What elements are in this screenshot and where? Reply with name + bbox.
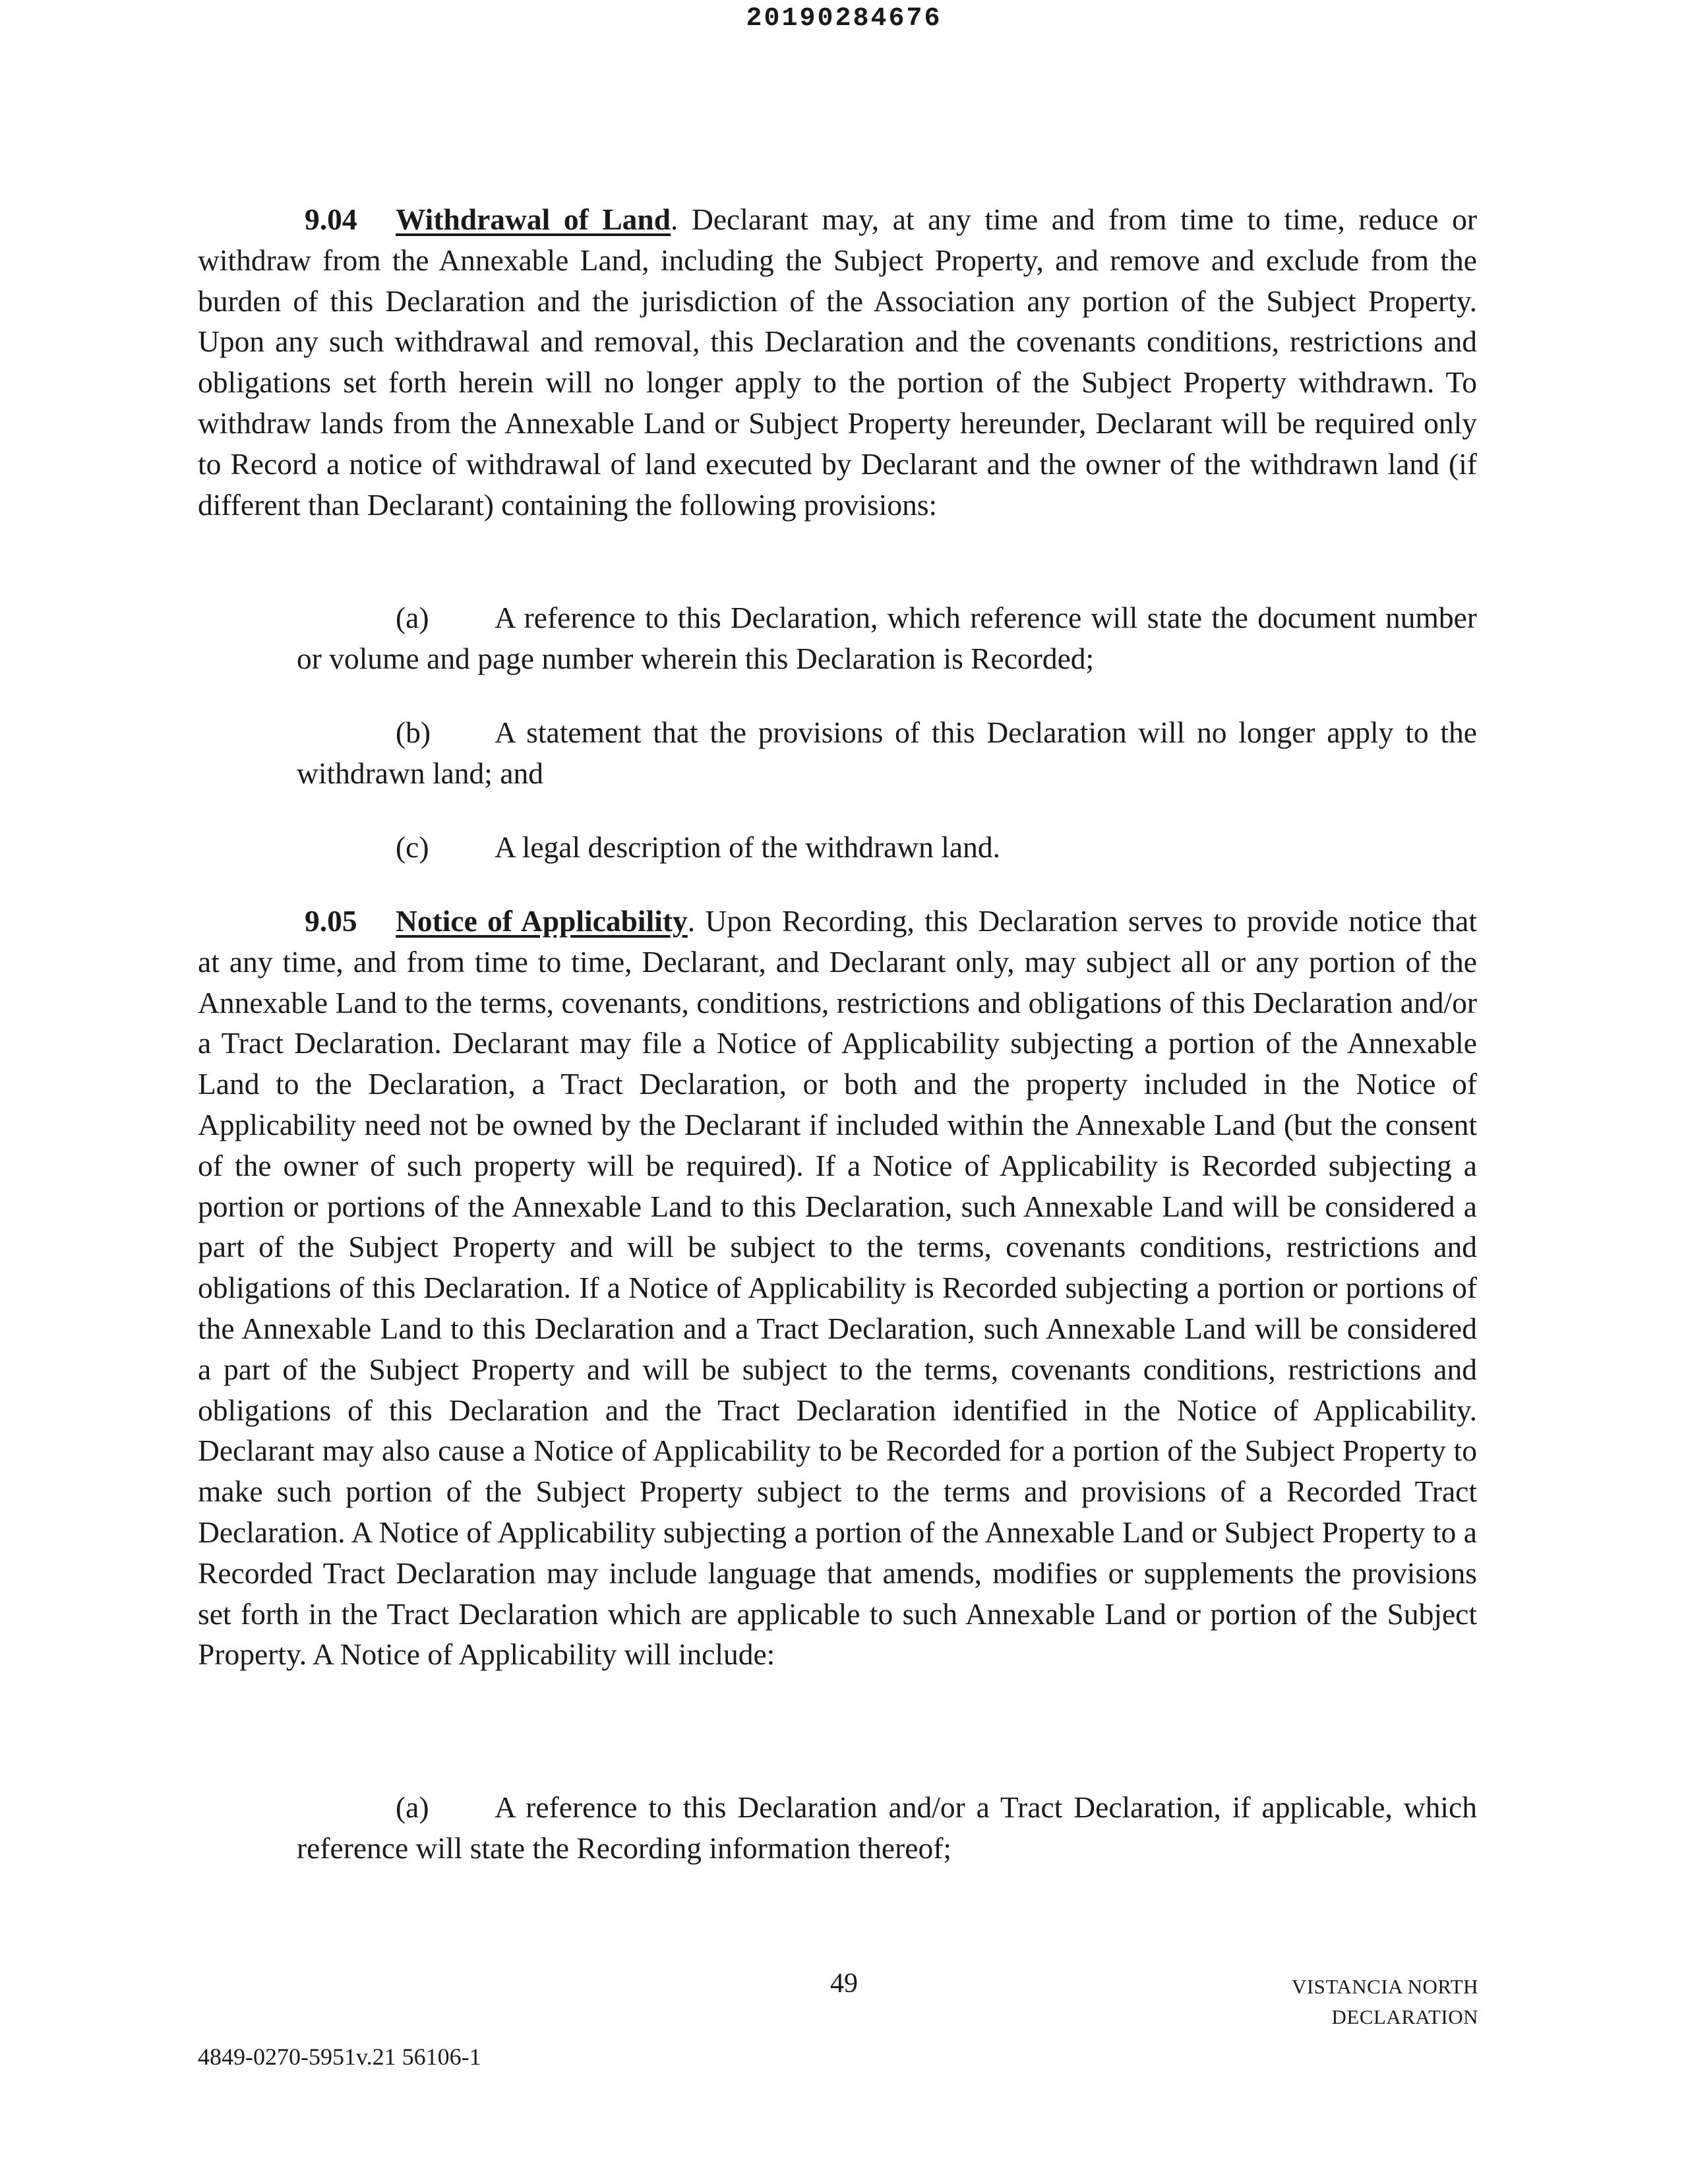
section-number: 9.04	[305, 202, 357, 236]
item-text: A reference to this Declaration and/or a Tract Declaration, if applicable, which reference will state the Recording information thereof;	[297, 1790, 1477, 1865]
section-body: . Upon Recording, this Declaration serves to provide notice that at any time, and from time to time, Declarant, and Declarant only, may subject all or any portion of the Annexable Land to the terms, covenants, conditions, restrictions and obligations of this Declaration and/or a Tract Declaration. Declarant may file a Notice of Applicability subjecting a portion of the Annexable Land to the Declaration, a Tract Declaration, or both and the property included in the Notice of Applicability need not be owned by the Declarant if included within the Annexable Land (but the consent of the owner of such property will be required). If a Notice of Applicability is Recorded subjecting a portion or portions of the Annexable Land to this Declaration, such Annexable Land will be considered a part of the Subject Property and will be subject to the terms, covenants conditions, restrictions and obligations of this Declaration. If a Notice of Applicability is Recorded subjecting a portion or portions of the Annexable Land to this Declaration and a Tract Declaration, such Annexable Land will be considered a part of the Subject Property and will be subject to the terms, covenants conditions, restrictions and obligations of this Declaration and the Tract Declaration identified in the Notice of Applicability. Declarant may also cause a Notice of Applicability to be Recorded for a portion of the Subject Property to make such portion of the Subject Property subject to the terms and provisions of a Recorded Tract Declaration. A Notice of Applicability subjecting a portion of the Annexable Land or Subject Property to a Recorded Tract Declaration may include language that amends, modifies or supplements the provisions set forth in the Tract Declaration which are applicable to such Annexable Land or portion of the Subject Property. A Notice of Applicability will include:	[198, 904, 1477, 1672]
footer-document-id: 4849-0270-5951v.21 56106-1	[198, 2044, 481, 2070]
item-text: A statement that the provisions of this Declaration will no longer apply to the withdrawn land; and	[297, 715, 1477, 790]
section-title: Notice of Applicability	[396, 904, 688, 938]
footer-title-line: DECLARATION	[1331, 2005, 1478, 2028]
item-letter: (a)	[396, 601, 429, 634]
section-body: . Declarant may, at any time and from time to time, reduce or withdraw from the Annexable Land, including the Subject Property, and remove and exclude from the burden of this Declaration and the jurisdiction of the Association any portion of the Subject Property. Upon any such withdrawal and removal, this Declaration and the covenants conditions, restrictions and obligations set forth herein will no longer apply to the portion of the Subject Property withdrawn. To withdraw lands from the Annexable Land or Subject Property hereunder, Declarant will be required only to Record a notice of withdrawal of land executed by Declarant and the owner of the withdrawn land (if different than Declarant) containing the following provisions:	[198, 202, 1478, 522]
item-text: A reference to this Declaration, which reference will state the document number or volume and page number wherein this Declaration is Recorded;	[297, 601, 1477, 675]
list-item	[297, 712, 1477, 794]
section-9-05	[198, 901, 1477, 1675]
footer-document-title	[1292, 1972, 1478, 2032]
recording-number: 20190284676	[746, 4, 942, 34]
list-item	[297, 1787, 1477, 1869]
page-number: 49	[830, 1968, 858, 1999]
list-item	[297, 597, 1477, 679]
section-number: 9.05	[305, 904, 357, 938]
item-letter: (b)	[396, 715, 431, 749]
list-item	[297, 827, 1477, 868]
item-letter: (c)	[396, 830, 429, 864]
item-letter: (a)	[396, 1790, 429, 1824]
section-9-04	[198, 199, 1477, 525]
footer-title-line: VISTANCIA NORTH	[1291, 1975, 1478, 1998]
item-text: A legal description of the withdrawn land.	[495, 830, 1000, 864]
section-title: Withdrawal of Land	[396, 202, 671, 236]
